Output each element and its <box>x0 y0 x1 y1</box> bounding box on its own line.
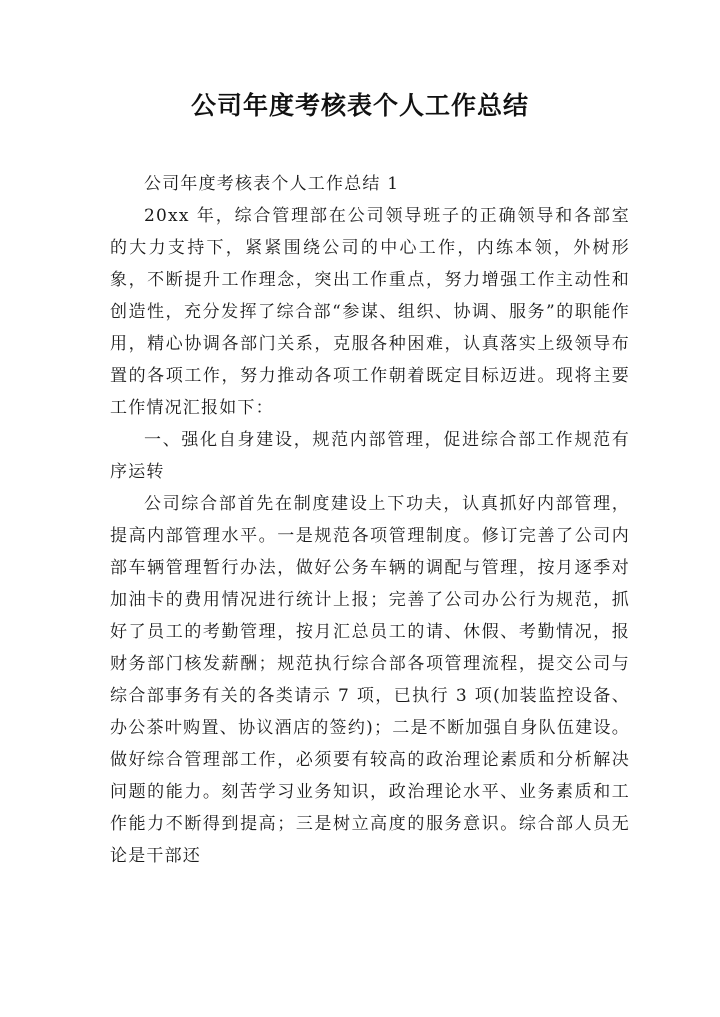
document-title: 公司年度考核表个人工作总结 <box>190 91 529 120</box>
document-body <box>110 168 630 872</box>
subtitle-paragraph: 公司年度考核表个人工作总结 1 <box>144 174 400 194</box>
intro-paragraph: 20xx 年，综合管理部在公司领导班子的正确领导和各部室的大力支持下，紧紧围绕公司的中心工作，内练本领，外树形象，不断提升工作理念，突出工作重点，努力增强工作主动性和创造性，充分发挥了综合部“参谋、组织、协调、服务”的职能作用，精心协调各部门关系，克服各种困难，认真落实上级领导布置的各项工作，努力推动各项工作朝着既定目标迈进。现将主要工作情况汇报如下： <box>110 206 630 418</box>
body-paragraph: 公司综合部首先在制度建设上下功夫，认真抓好内部管理，提高内部管理水平。一是规范各项管理制度。修订完善了公司内部车辆管理暂行办法，做好公务车辆的调配与管理，按月逐季对加油卡的费用情况进行统计上报；完善了公司办公行为规范，抓好了员工的考勤管理，按月汇总员工的请、休假、考勤情况，报财务部门核发薪酬；规范执行综合部各项管理流程，提交公司与综合部事务有关的各类请示 7 项，已执行 3 项(加装监控设备、办公茶叶购置、协议酒店的签约)；二是不断加强自身队伍建设。做好综合管理部工作，必须要有较高的政治理论素质和分析解决问题的能力。刻苦学习业务知识，政治理论水平、业务素质和工作能力不断得到提高；三是树立高度的服务意识。综合部人员无论是干部还 <box>110 494 630 866</box>
section-heading-1: 一、强化自身建设，规范内部管理，促进综合部工作规范有序运转 <box>110 430 630 482</box>
